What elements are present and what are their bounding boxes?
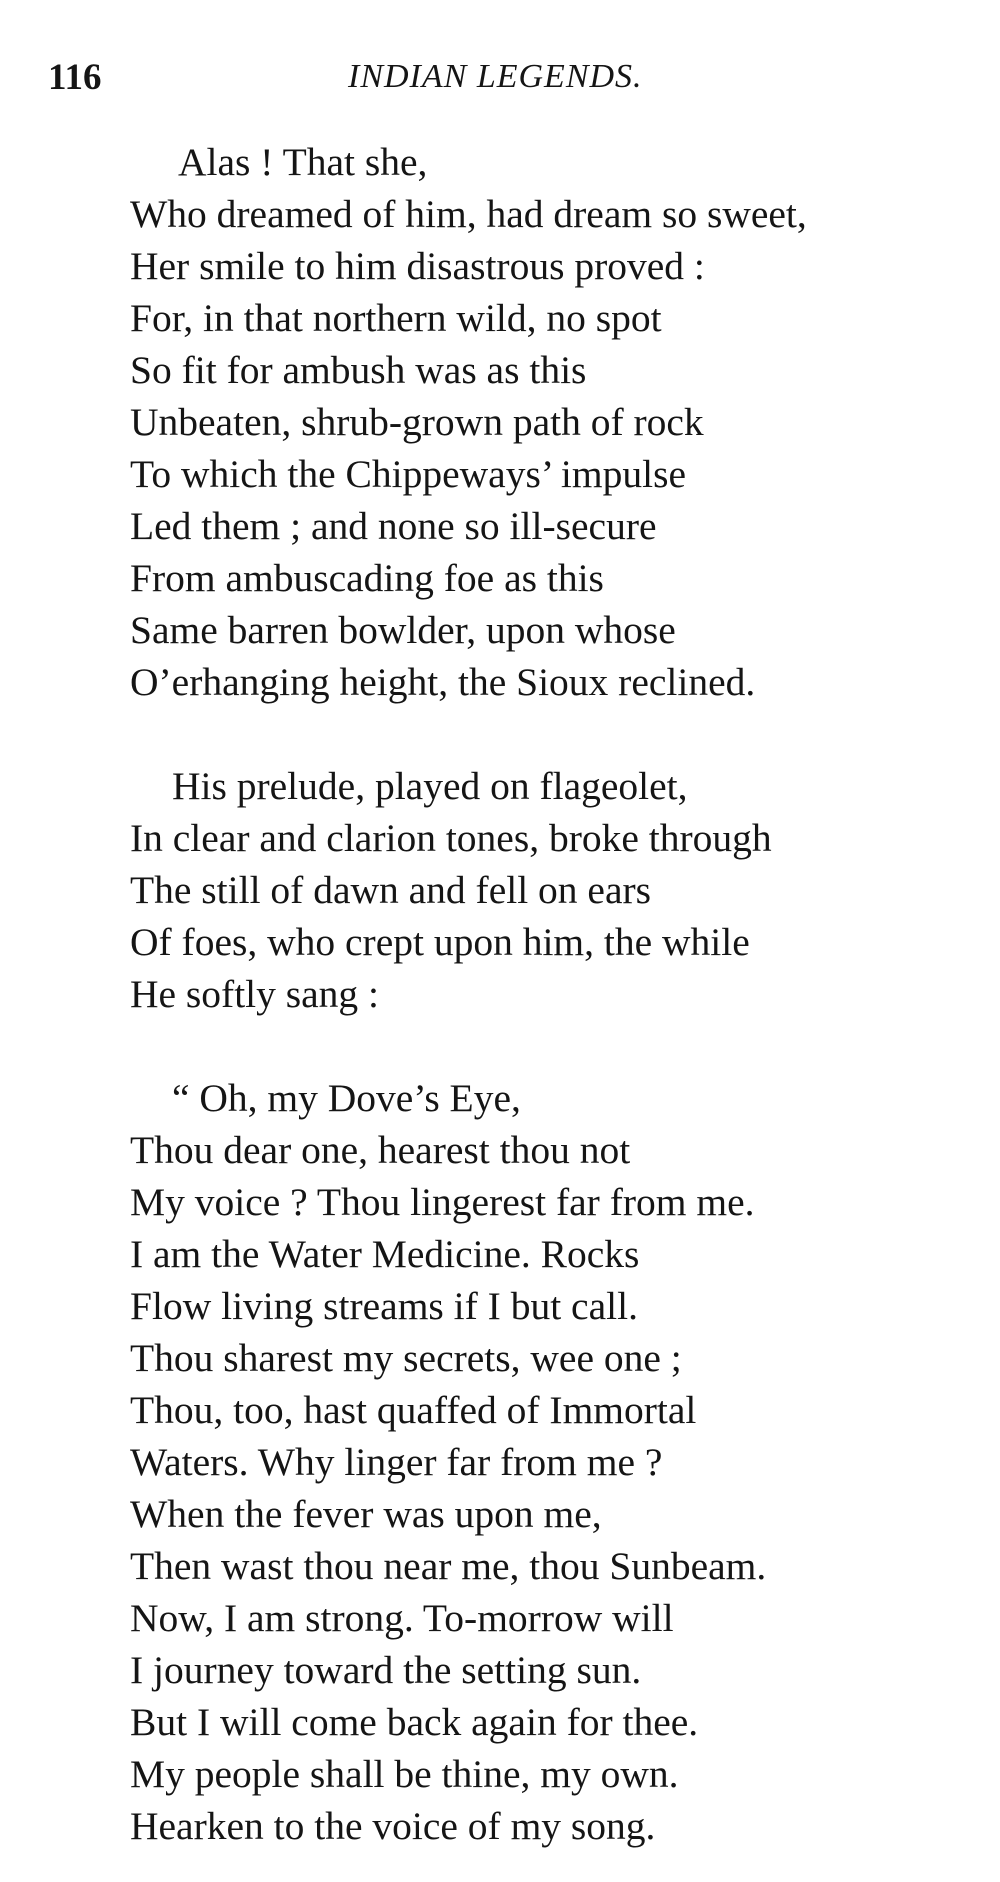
poem-line: Who dreamed of him, had dream so sweet, [130,192,807,236]
running-title: INDIAN LEGENDS. [348,58,643,95]
poem-line: To which the Chippeways’ impulse [130,452,686,496]
poem-line: From ambuscading foe as this [130,556,604,600]
poem-line: Unbeaten, shrub-grown path of rock [130,400,704,444]
poem-line: My voice ? Thou lingerest far from me. [130,1180,755,1224]
page-number: 116 [48,57,102,98]
poem-line: My people shall be thine, my own. [130,1752,679,1796]
poem-line: For, in that northern wild, no spot [130,296,662,340]
poem-line: Of foes, who crept upon him, the while [130,920,750,964]
poem-line: Same barren bowlder, upon whose [130,608,676,652]
poem-line: Alas ! That she, [178,140,428,184]
stanza-1 [130,136,950,708]
poem-line: The still of dawn and fell on ears [130,868,652,912]
poem-line: When the fever was upon me, [130,1492,602,1536]
poem-line: Hearken to the voice of my song. [130,1804,656,1848]
poem-line: In clear and clarion tones, broke through [130,816,772,860]
poem-line: O’erhanging height, the Sioux reclined. [130,660,756,704]
poem-line: Then wast thou near me, thou Sunbeam. [130,1544,767,1588]
poem-line: Now, I am strong. To-morrow will [130,1596,674,1640]
poem-line: Thou, too, hast quaffed of Immortal [130,1388,697,1432]
page-header [48,56,948,106]
poem-line: Thou sharest my secrets, wee one ; [130,1336,682,1380]
poem-line: But I will come back again for thee. [130,1700,699,1744]
poem-line: So fit for ambush was as this [130,348,587,392]
stanza-3 [130,1072,950,1852]
poem-body [130,136,950,1852]
poem-line: His prelude, played on flageolet, [172,764,688,808]
poem-line: Her smile to him disastrous proved : [130,244,705,288]
poem-line: He softly sang : [130,972,380,1016]
poem-line: Waters. Why linger far from me ? [130,1440,663,1484]
poem-line: “ Oh, my Dove’s Eye, [172,1076,521,1120]
poem-line: Led them ; and none so ill-secure [130,504,657,548]
poem-line: Flow living streams if I but call. [130,1284,638,1328]
poem-line: Thou dear one, hearest thou not [130,1128,631,1172]
poem-line: I journey toward the setting sun. [130,1648,642,1692]
poem-line: I am the Water Medicine. Rocks [130,1232,640,1276]
stanza-2 [130,760,950,1020]
